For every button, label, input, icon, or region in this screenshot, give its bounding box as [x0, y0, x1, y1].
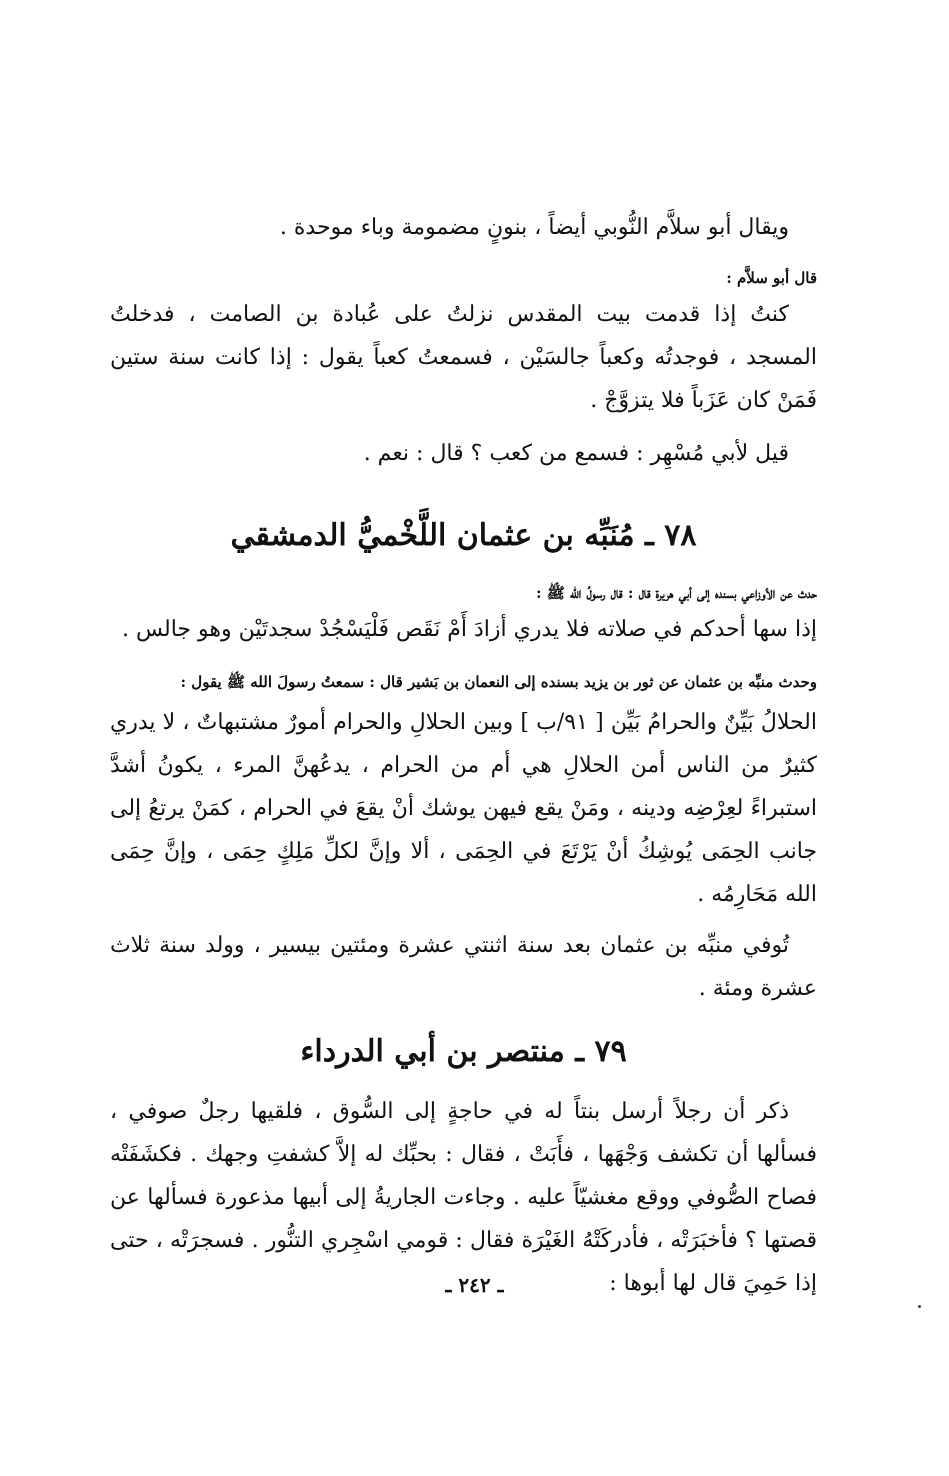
scan-speck: [918, 1305, 921, 1308]
section-78-body: [110, 578, 817, 1010]
section-heading: ٧٨ ـ مُنَبِّه بن عثمان اللَّخْميُّ الدمشقي: [230, 518, 697, 553]
intro-section: [110, 206, 817, 475]
hadith-chain: حدث عن الأوزاعي بسنده إلى أبي هريرة قال : قال رسولُ الله ﷺ :: [535, 584, 817, 602]
section-heading: ٧٩ ـ منتصر بن أبي الدرداء: [300, 1034, 627, 1069]
paragraph: إذا سها أحدكم في صلاته فلا يدري أزادَ أَمْ نَقَص فَلْيَسْجُدْ سجدتَيْن وهو جالس .: [121, 617, 817, 642]
paragraph: ذكر أن رجلاً أرسل بنتاً له في حاجةٍ إلى السُّوق ، فلقيها رجلٌ صوفي ، فسألها أن تكشف وَجْهَها ، فأَبَتْ ، فقال : بحبِّك له إلاَّ كشفتِ وجهك . فكشَفَتْه فصاح الصُّوفي ووقع مغشيّاً عليه . وجاءت الجاريةُ إلى أبيها مذعورة فسألها عن قصتها ؟ فأخبَرَتْه ، فأدركَتْهُ الغَيْرَة فقال : قومي اسْجِري التنُّور . فسجرَتْه ، حتى إذا حَمِيَ قال لها أبوها :: [110, 1099, 817, 1296]
page-number: ـ ٢٤٢ ـ: [445, 1273, 504, 1297]
hadith-chain: وحدث منبِّه بن عثمان عن ثور بن يزيد بسنده إلى النعمان بن بَشير قال : سمعتُ رسولَ الله ﷺ يقول :: [180, 673, 817, 691]
paragraph: كنتُ إذا قدمت بيت المقدس نزلتُ على عُبادة بن الصامت ، فدخلتُ المسجد ، فوجدتُه وكعباً جالسَيْن ، فسمعتُ كعباً يقول : إذا كانت سنة ستين فَمَنْ كان عَزَباً فلا يتزوَّجْ .: [110, 302, 817, 413]
narrator-line: قال أبو سلاَّم :: [726, 269, 817, 287]
paragraph: قيل لأبي مُسْهِر : فسمع من كعب ؟ قال : نعم .: [363, 441, 789, 466]
paragraph: ويقال أبو سلاَّم النُّوبي أيضاً ، بنونٍ مضمومة وباء موحدة .: [279, 215, 789, 240]
paragraph: تُوفي منبِّه بن عثمان بعد سنة اثنتي عشرة ومئتين بيسير ، وولد سنة ثلاث عشرة ومئة .: [110, 933, 817, 1001]
paragraph: الحلالُ بَيِّنٌ والحرامُ بَيِّن [ ٩١/ب ] وبين الحلالِ والحرام أمورٌ مشتبهاتٌ ، لا يدري كثيرٌ من الناس أمن الحلالِ هي أم من الحرام ، يدعُهنَّ المرء ، يكونُ أشدَّ استبراءً لعِرْضِه ودينه ، ومَنْ يقع فيهن يوشك أنْ يقعَ في الحرام ، كمَنْ يرتعُ إلى جانب الحِمَى يُوشِكُ أنْ يَرْتَعَ في الحِمَى ، ألا وإنَّ لكلِّ مَلِكٍ حِمَى ، وإنَّ حِمَى الله مَحَارِمُه .: [110, 710, 817, 907]
